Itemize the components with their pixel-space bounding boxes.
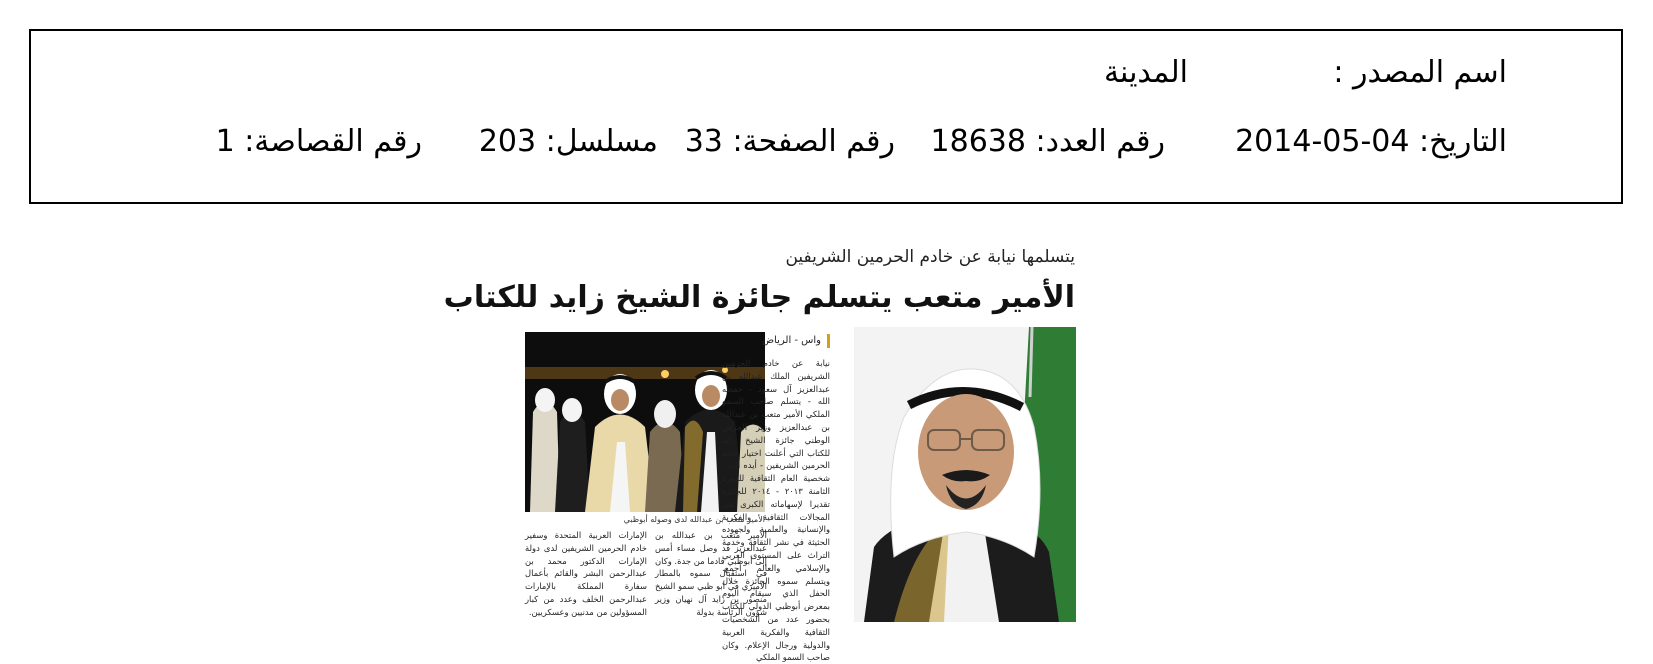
article-column-3: الإمارات العربية المتحدة وسفير خادم الحرمين الشريفين لدى دولة الإمارات الدكتور محمد بن عبدالرحمن البشر والقائم بأعمال سفارة المملكة بالإمارات عبدالرحمن الخلف وعدد من كبار المسؤولين من مدنيين وعسكريين. (525, 530, 647, 617)
article-column-2: الأمير متعب بن عبدالله بن عبدالعزيز قد وصل مساء أمس إلى أبوظبي قادما من جدة. وكان في استقبال سموه بالمطار الأميري في أبو ظبي سمو الشيخ منصور بن زايد آل نهيان وزير شؤون الرئاسة بدولة (655, 530, 767, 617)
source-label: اسم المصدر : (1333, 55, 1507, 90)
serial-number: مسلسل: 203 (478, 124, 658, 159)
portrait-illustration (854, 327, 1076, 622)
king-portrait-photo (854, 327, 1076, 622)
article-kicker: يتسلمها نيابة عن خادم الحرمين الشريفين (785, 247, 1075, 267)
clipping-number: رقم القصاصة: 1 (215, 124, 422, 159)
page-number: رقم الصفحة: 33 (684, 124, 895, 159)
newspaper-clipping (443, 237, 1135, 663)
issue-number: رقم العدد: 18638 (930, 124, 1165, 159)
article-headline: الأمير متعب يتسلم جائزة الشيخ زايد للكتاب (443, 280, 1075, 315)
date-field: التاريخ: 04-05-2014 (1235, 124, 1507, 159)
source-value: المدينة (1103, 55, 1188, 90)
clipping-metadata-box (29, 29, 1623, 204)
article-byline: واس - الرياض (762, 334, 830, 348)
article-column-1: نيابة عن خادم الحرمين الشريفين الملك عبدالله بن عبدالعزيز آل سعود - حفظه الله - يتسلم صاحب السمو الملكي الأمير متعب بن عبدالله بن عبدالعزيز وزير الحرس الوطني جائزة الشيخ زايد للكتاب التي أعلنت اختيار خادم الحرمين الشريفين - أيده الله - شخصية العام الثقافية للدورة الثامنة ٢٠١٣ - ٢٠١٤ للجائزة تقديرا لإسهاماته الكبرى في المجالات الثقافية والفكرية والإنسانية والعلمية ولجهوده الحثيثة في نشر الثقافة وخدمة التراث على المستوى العربي والإسلامي والعالم أجمع. ويتسلم سموه الجائزة خلال الحفل الذي سيقام اليوم بمعرض أبوظبي الدولي للكتاب بحضور عدد من الشخصيات الثقافية والفكرية العربية والدولية ورجال الإعلام. وكان صاحب السمو الملكي (722, 358, 830, 663)
photo-caption: الأمير متعب بن عبدالله لدى وصوله أبوظبي (623, 515, 765, 524)
